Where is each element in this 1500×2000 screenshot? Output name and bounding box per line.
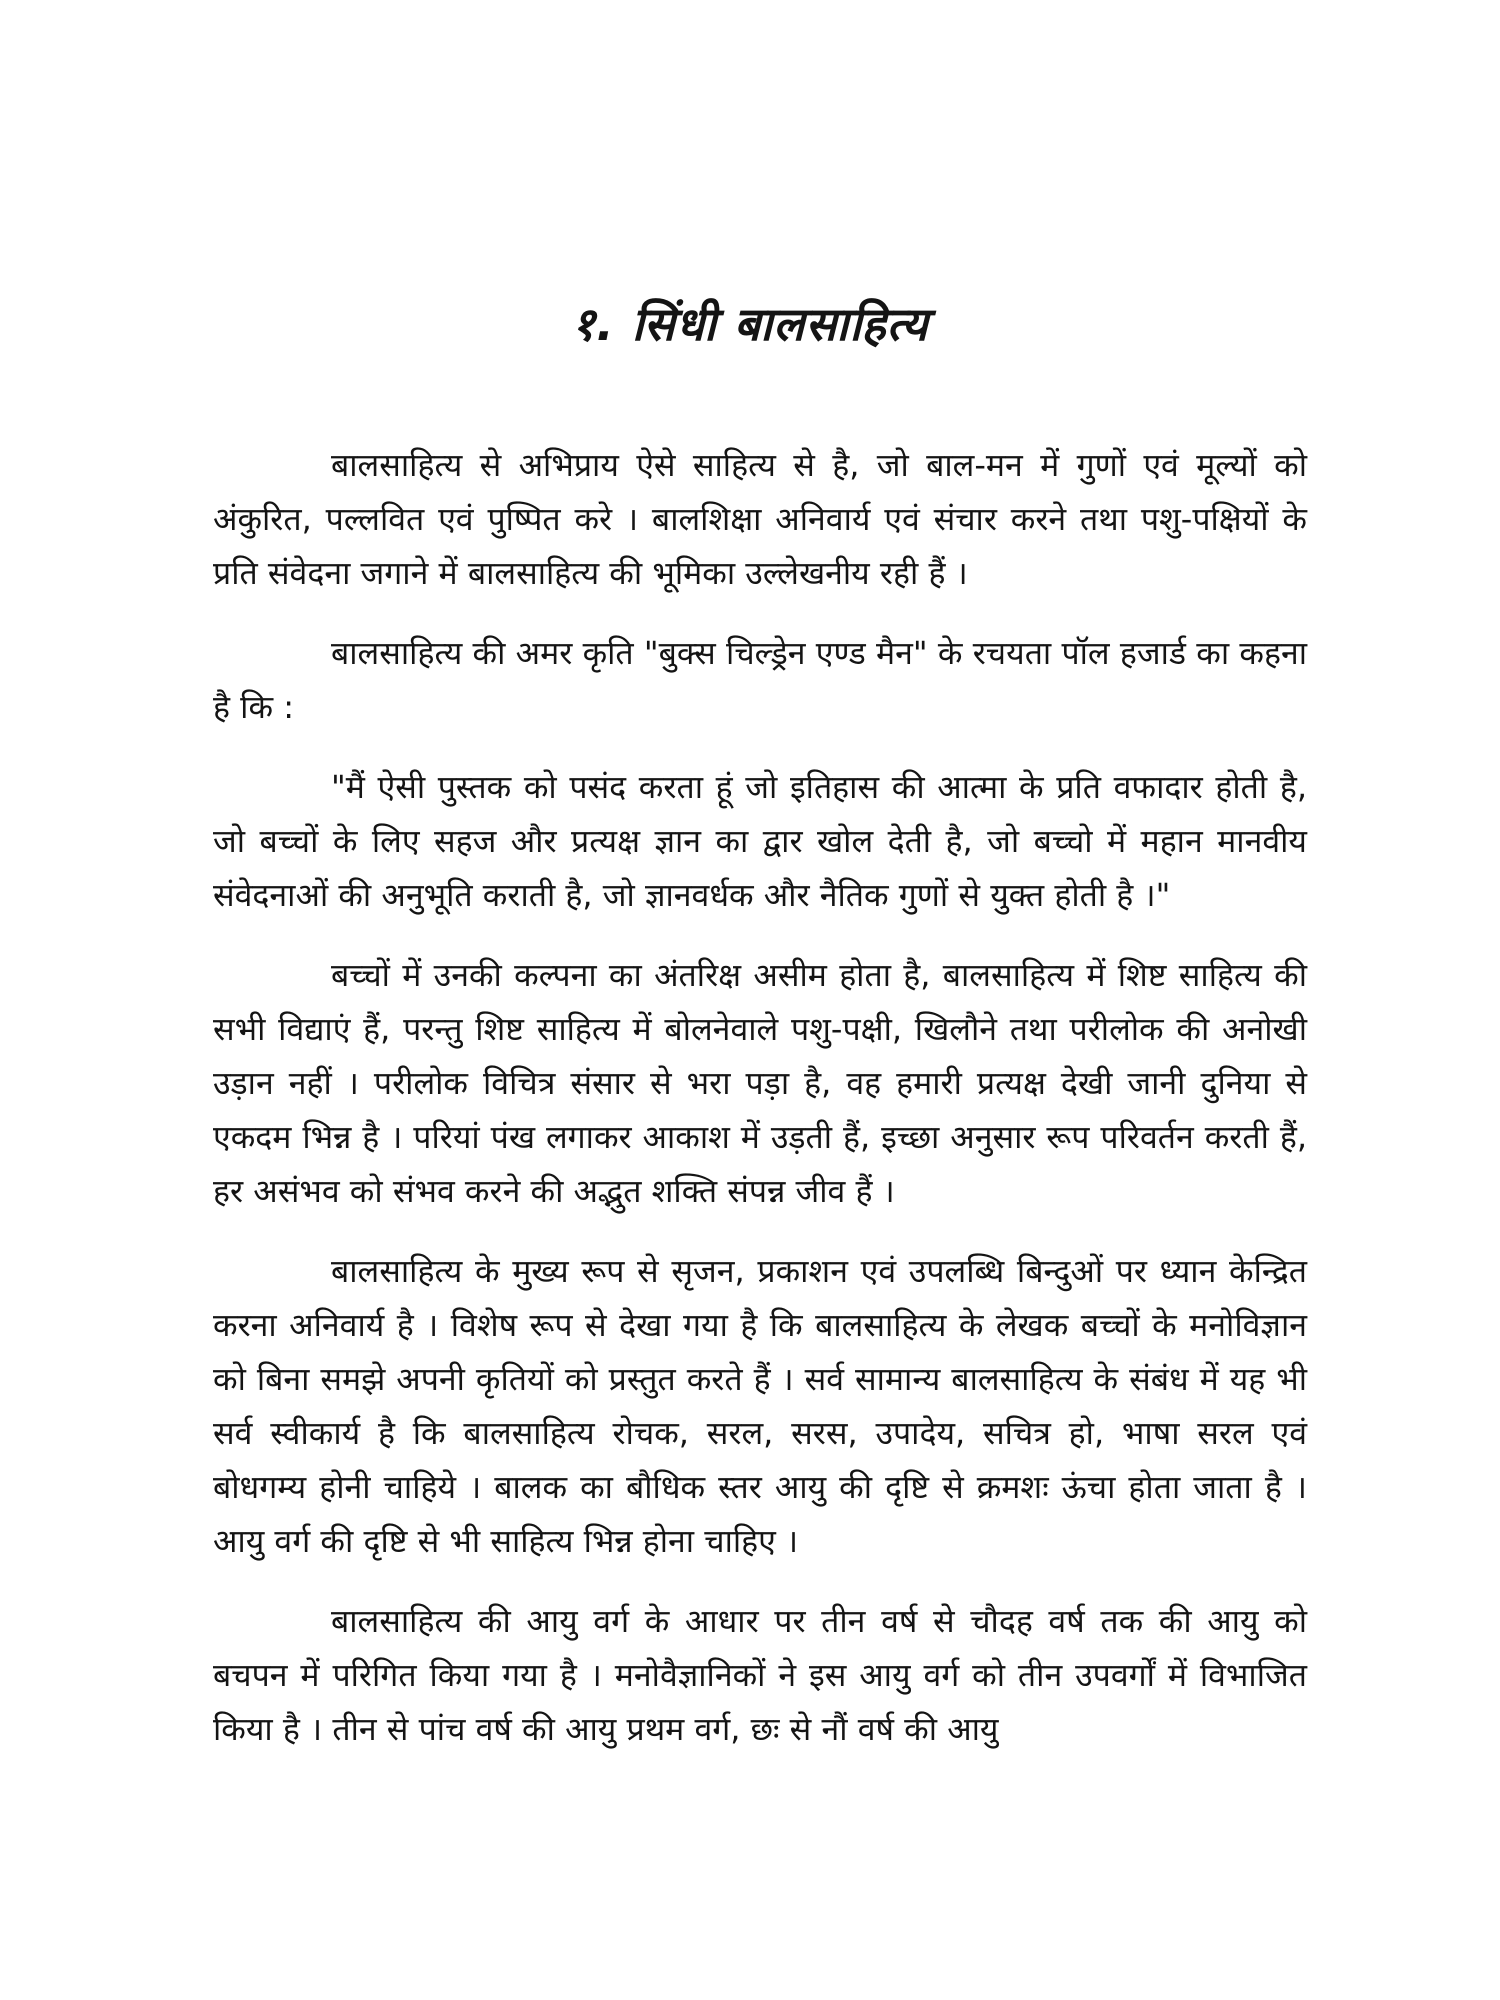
document-body	[213, 438, 1307, 1756]
paragraph-imagination: बच्चों में उनकी कल्पना का अंतरिक्ष असीम होता है, बालसाहित्य में शिष्ट साहित्य की सभी विद्याएं हैं, परन्तु शिष्ट साहित्य में बोलनेवाले पशु-पक्षी, खिलौने तथा परीलोक की अनोखी उड़ान नहीं । परीलोक विचित्र संसार से भरा पड़ा है, वह हमारी प्रत्यक्ष देखी जानी दुनिया से एकदम भिन्न है । परियां पंख लगाकर आकाश में उड़ती हैं, इच्छा अनुसार रूप परिवर्तन करती हैं, हर असंभव को संभव करने की अद्भुत शक्ति संपन्न जीव हैं ।	[213, 956, 1307, 1210]
paragraph-definition: बालसाहित्य से अभिप्राय ऐसे साहित्य से है, जो बाल-मन में गुणों एवं मूल्यों को अंकुरित, पल्लवित एवं पुष्पित करे । बालशिक्षा अनिवार्य एवं संचार करने तथा पशु-पक्षियों के प्रति संवेदना जगाने में बालसाहित्य की भूमिका उल्लेखनीय रही हैं ।	[213, 446, 1307, 592]
paragraph-age-groups: बालसाहित्य की आयु वर्ग के आधार पर तीन वर्ष से चौदह वर्ष तक की आयु को बचपन में परिगित किया गया है । मनोवैज्ञानिकों ने इस आयु वर्ग को तीन उपवर्गों में विभाजित किया है । तीन से पांच वर्ष की आयु प्रथम वर्ग, छः से नौं वर्ष की आयु	[213, 1602, 1307, 1748]
chapter-title: १. सिंधी बालसाहित्य	[571, 297, 929, 351]
paragraph-creation: बालसाहित्य के मुख्य रूप से सृजन, प्रकाशन एवं उपलब्धि बिन्दुओं पर ध्यान केन्द्रित करना अनिवार्य है । विशेष रूप से देखा गया है कि बालसाहित्य के लेखक बच्चों के मनोविज्ञान को बिना समझे अपनी कृतियों को प्रस्तुत करते हैं । सर्व सामान्य बालसाहित्य के संबंध में यह भी सर्व स्वीकार्य है कि बालसाहित्य रोचक, सरल, सरस, उपादेय, सचित्र हो, भाषा सरल एवं बोधगम्य होनी चाहिये । बालक का बौधिक स्तर आयु की दृष्टि से क्रमशः ऊंचा होता जाता है । आयु वर्ग की दृष्टि से भी साहित्य भिन्न होना चाहिए ।	[213, 1252, 1307, 1560]
paragraph-quote: "मैं ऐसी पुस्तक को पसंद करता हूं जो इतिहास की आत्मा के प्रति वफादार होती है, जो बच्चों के लिए सहज और प्रत्यक्ष ज्ञान का द्वार खोल देती है, जो बच्चो में महान मानवीय संवेदनाओं की अनुभूति कराती है, जो ज्ञानवर्धक और नैतिक गुणों से युक्त होती है ।"	[213, 768, 1307, 914]
paragraph-hazard-intro: बालसाहित्य की अमर कृति "बुक्स चिल्ड्रेन एण्ड मैन" के रचयता पॉल हजार्ड का कहना है कि :	[213, 634, 1307, 726]
